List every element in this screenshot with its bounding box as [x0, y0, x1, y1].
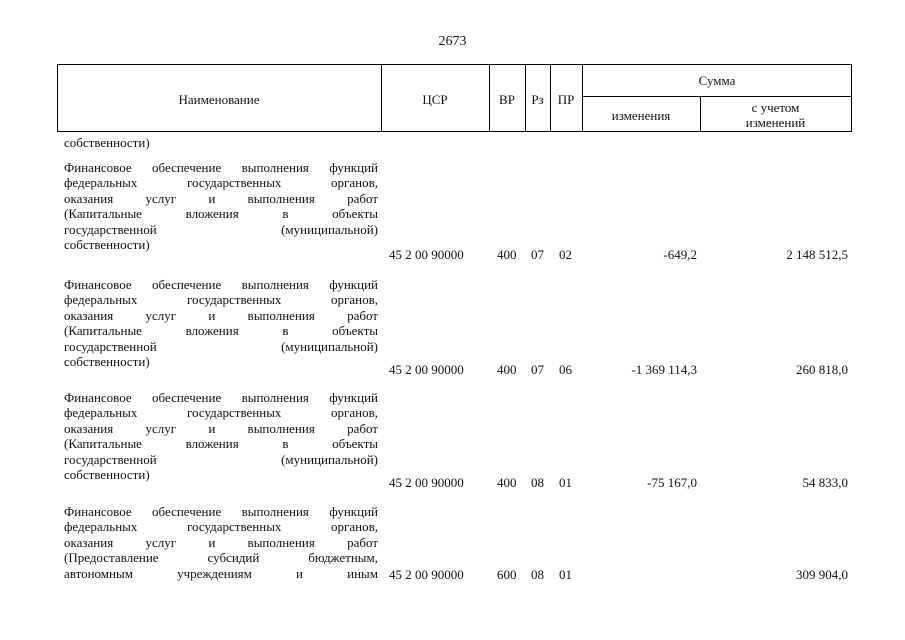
description-line: оказания услуг и выполнения работ	[64, 190, 378, 206]
cell-csr: 45 2 00 90000	[389, 247, 464, 262]
header-csr: ЦСР	[422, 92, 448, 107]
description-line: собственности)	[64, 467, 150, 483]
cell-total: 260 818,0	[796, 362, 848, 377]
header-rz: Рз	[531, 92, 544, 107]
description-line: федеральных государственных органов,	[64, 405, 378, 421]
cell-vr: 400	[497, 247, 517, 262]
description-line: (Капитальные вложения в объекты	[64, 206, 378, 222]
header-with-change	[700, 100, 851, 130]
description-line: (Предоставление субсидий бюджетным,	[64, 550, 378, 566]
description-line: оказания услуг и выполнения работ	[64, 307, 378, 323]
header-sum: Сумма	[698, 73, 736, 88]
description-line: собственности)	[64, 237, 150, 253]
sum-split-line	[582, 96, 852, 97]
cell-csr: 45 2 00 90000	[389, 567, 464, 582]
row-description	[64, 160, 378, 252]
description-line: федеральных государственных органов,	[64, 175, 378, 191]
cell-rz: 08	[531, 567, 544, 582]
cell-vr: 400	[497, 362, 517, 377]
description-line: государственной (муниципальной)	[64, 221, 378, 237]
description-line: автономным учреждениям и иным	[64, 565, 378, 581]
cell-total: 2 148 512,5	[786, 247, 848, 262]
description-line: собственности)	[64, 354, 150, 370]
cell-pr: 02	[559, 247, 572, 262]
description-line: государственной (муниципальной)	[64, 338, 378, 354]
header-top-border	[57, 64, 852, 65]
row-description	[64, 277, 378, 369]
row-description	[64, 504, 378, 581]
description-line: Финансовое обеспечение выполнения функций	[64, 277, 378, 292]
cell-pr: 01	[559, 567, 572, 582]
cell-total: 54 833,0	[802, 475, 848, 490]
cell-pr: 01	[559, 475, 572, 490]
table-header	[57, 64, 852, 132]
header-pr: ПР	[557, 92, 575, 107]
description-line: федеральных государственных органов,	[64, 292, 378, 308]
description-line: Финансовое обеспечение выполнения функций	[64, 160, 378, 175]
description-line: федеральных государственных органов,	[64, 519, 378, 535]
cell-vr: 600	[497, 567, 517, 582]
cell-csr: 45 2 00 90000	[389, 475, 464, 490]
header-vr: ВР	[499, 92, 515, 107]
cell-change: -649,2	[663, 247, 697, 262]
description-line: Финансовое обеспечение выполнения функций	[64, 504, 378, 519]
description-line: (Капитальные вложения в объекты	[64, 436, 378, 452]
cell-rz: 07	[531, 362, 544, 377]
continuation-text: собственности)	[64, 135, 150, 150]
description-line: государственной (муниципальной)	[64, 451, 378, 467]
description-line: (Капитальные вложения в объекты	[64, 323, 378, 339]
cell-change: -75 167,0	[647, 475, 697, 490]
page-number: 2673	[438, 34, 467, 49]
description-line: Финансовое обеспечение выполнения функций	[64, 390, 378, 405]
cell-csr: 45 2 00 90000	[389, 362, 464, 377]
cell-change: -1 369 114,3	[631, 362, 697, 377]
row-description	[64, 390, 378, 482]
header-change: изменения	[611, 108, 671, 123]
cell-vr: 400	[497, 475, 517, 490]
header-with-change-line: с учетом	[751, 100, 800, 115]
description-line: оказания услуг и выполнения работ	[64, 420, 378, 436]
cell-rz: 08	[531, 475, 544, 490]
cell-rz: 07	[531, 247, 544, 262]
header-name: Наименование	[178, 92, 260, 107]
header-with-change-line: изменений	[745, 115, 806, 130]
cell-total: 309 904,0	[796, 567, 848, 582]
cell-pr: 06	[559, 362, 572, 377]
header-bottom-border	[57, 131, 852, 132]
description-line: оказания услуг и выполнения работ	[64, 534, 378, 550]
